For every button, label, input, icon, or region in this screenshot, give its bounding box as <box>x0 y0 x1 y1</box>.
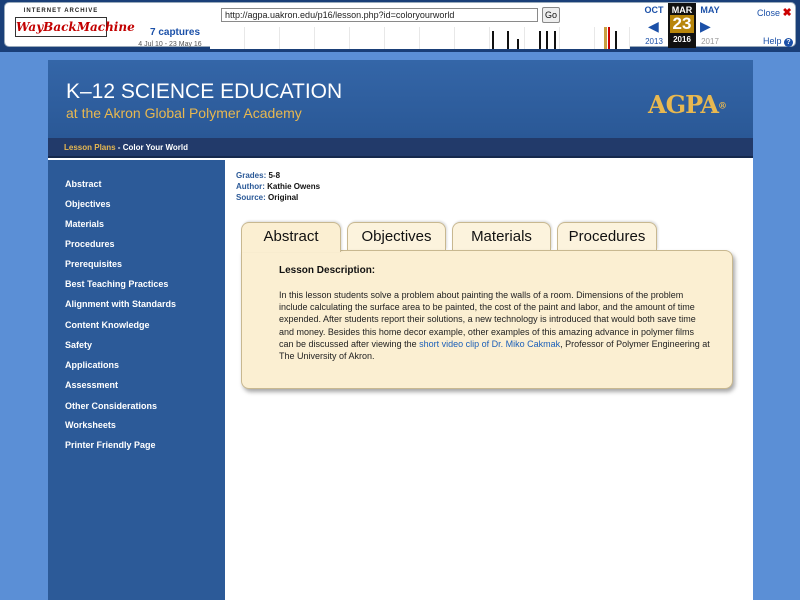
sidebar-item-prerequisites[interactable]: Prerequisites <box>65 259 123 269</box>
grades-value: 5-8 <box>268 171 281 180</box>
next-capture-arrow-icon[interactable]: ▶ <box>700 18 711 34</box>
year-label: 2016 <box>673 35 691 44</box>
close-button[interactable] <box>757 6 792 19</box>
agpa-logo[interactable] <box>648 90 726 119</box>
year-label: 2013 <box>645 37 663 46</box>
month-label: OCT <box>644 5 664 15</box>
sidebar-item-other-considerations[interactable]: Other Considerations <box>65 401 158 411</box>
spark-bar <box>608 27 610 49</box>
breadcrumb-section[interactable]: Lesson Plans <box>64 143 116 152</box>
breadcrumb <box>48 138 753 158</box>
grades-label: Grades: <box>236 171 267 180</box>
help-label: Help <box>763 36 782 46</box>
wayback-logo-main: WayBackMachine <box>15 17 107 37</box>
sidebar-item-abstract[interactable]: Abstract <box>65 179 102 189</box>
spark-bar <box>615 31 617 49</box>
spark-bar <box>507 31 509 49</box>
sidebar-item-procedures[interactable]: Procedures <box>65 239 115 249</box>
wayback-toolbar <box>0 0 800 52</box>
spark-bar-current <box>604 27 607 49</box>
site-header <box>48 60 753 138</box>
spark-bar <box>539 31 541 49</box>
tab-abstract[interactable]: Abstract <box>241 222 341 252</box>
tab-materials[interactable]: Materials <box>452 222 551 250</box>
prev-capture-arrow-icon[interactable]: ◀ <box>648 18 659 34</box>
captures-link[interactable]: 7 captures <box>149 27 201 38</box>
sidebar-item-alignment[interactable]: Alignment with Standards <box>65 299 177 309</box>
sidebar-item-objectives[interactable]: Objectives <box>65 199 111 209</box>
breadcrumb-separator: - <box>115 143 123 152</box>
spark-bar <box>546 31 548 49</box>
spark-bar <box>492 31 494 49</box>
grades-row <box>236 170 746 181</box>
lesson-description-heading: Lesson Description: <box>279 265 376 276</box>
help-button[interactable] <box>763 36 793 47</box>
month-current <box>668 3 696 48</box>
go-button[interactable]: Go <box>542 7 560 23</box>
source-label: Source: <box>236 193 266 202</box>
wayback-logo-top: INTERNET ARCHIVE <box>23 8 99 14</box>
source-value: Original <box>268 193 299 202</box>
sidebar-item-best-teaching-practices[interactable]: Best Teaching Practices <box>65 279 169 289</box>
spark-bar <box>554 31 556 49</box>
day-label: 23 <box>670 15 694 33</box>
video-clip-link[interactable]: short video clip of Dr. Miko Cakmak <box>419 338 561 349</box>
capture-sparkline[interactable] <box>210 27 630 49</box>
site-subtitle: at the Akron Global Polymer Academy <box>66 105 302 121</box>
lesson-description-text <box>279 289 711 362</box>
sidebar-item-safety[interactable]: Safety <box>65 340 93 350</box>
year-label: 2017 <box>701 37 719 46</box>
agpa-logo-text: AGPA <box>648 90 719 119</box>
close-icon: ✖ <box>782 7 792 19</box>
registered-icon: ® <box>718 101 727 112</box>
month-selector <box>640 3 725 49</box>
wayback-logo[interactable] <box>15 8 135 42</box>
help-icon: ? <box>784 38 793 47</box>
sidebar <box>48 160 225 600</box>
close-label: Close <box>757 8 781 18</box>
source-row <box>236 192 746 203</box>
site-title: K–12 SCIENCE EDUCATION <box>66 80 343 103</box>
sidebar-item-materials[interactable]: Materials <box>65 219 105 229</box>
breadcrumb-page: Color Your World <box>122 143 189 152</box>
author-row <box>236 181 746 192</box>
tab-objectives[interactable]: Objectives <box>347 222 446 250</box>
capture-range: 4 Jul 10 - 23 May 16 <box>138 41 202 48</box>
wayback-toolbar-panel <box>4 2 796 47</box>
sidebar-item-content-knowledge[interactable]: Content Knowledge <box>65 320 150 330</box>
sidebar-item-printer-friendly[interactable]: Printer Friendly Page <box>65 440 156 450</box>
abstract-panel <box>241 250 733 389</box>
month-label: MAR <box>671 5 693 15</box>
sidebar-item-assessment[interactable]: Assessment <box>65 380 119 390</box>
sidebar-item-applications[interactable]: Applications <box>65 360 120 370</box>
url-input[interactable]: http://agpa.uakron.edu/p16/lesson.php?id=coloryourworld <box>221 8 538 22</box>
month-label: MAY <box>700 5 720 15</box>
month-prev[interactable] <box>640 3 668 46</box>
tab-procedures[interactable]: Procedures <box>557 222 657 250</box>
sidebar-item-worksheets[interactable]: Worksheets <box>65 420 116 430</box>
lesson-meta <box>236 170 746 203</box>
description-body: In this lesson students solve a problem about painting the walls of a room. Dimensions of the problem include calculating the surface area to be painted, the cost of the paint and labor, and the amount of time expended. After students report their solutions, a new technology is introduced that would both save time and money. Besides this home decor example, other examples of this amazing advance in polymer films can be discussed after viewing the <box>279 290 696 349</box>
captures-info <box>138 27 205 48</box>
author-label: Author: <box>236 182 265 191</box>
author-value: Kathie Owens <box>267 182 321 191</box>
description-tail: , Professor of Polymer Engineering at The University of Akron. <box>279 338 710 362</box>
spark-bar <box>517 39 519 49</box>
